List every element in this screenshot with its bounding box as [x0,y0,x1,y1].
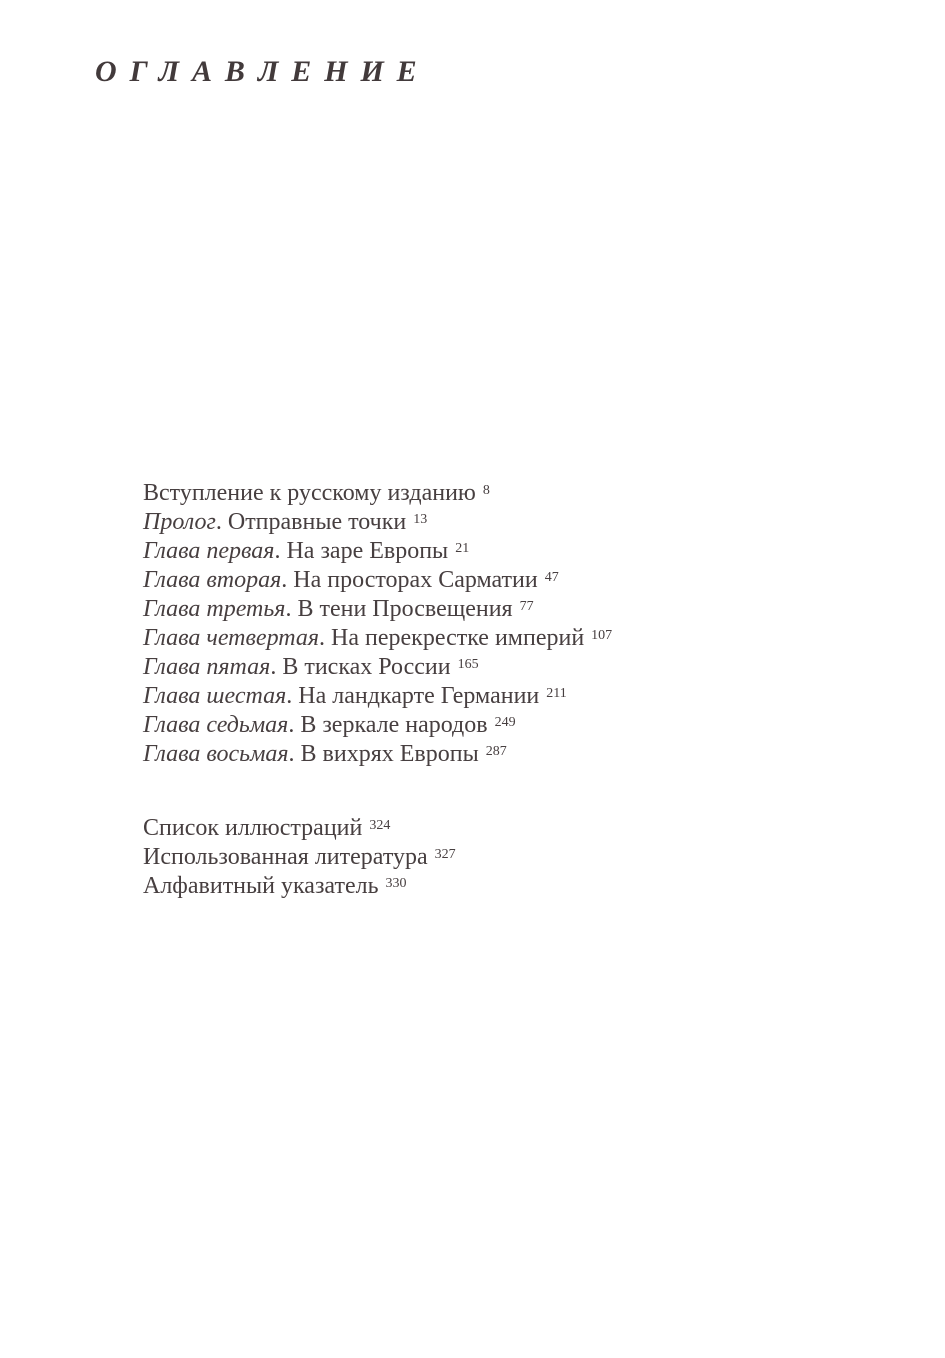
toc-entry-page-number: 330 [385,876,407,891]
toc-entry-title: Отправные точки [227,509,407,535]
toc-entry-page-number: 249 [494,715,516,730]
toc-entry-separator: . [288,741,301,767]
toc-entry-separator: . [286,683,299,709]
toc-entry-title: На просторах Сарматии [293,567,538,593]
page-title: ОГЛАВЛЕНИЕ [95,55,430,88]
toc-entry [143,595,612,624]
toc-entry-separator: . [319,625,332,651]
toc-entry-title: В зеркале народов [300,712,488,738]
toc-entry-page-number: 13 [413,512,428,527]
toc-entry-title: Список иллюстраций [143,815,363,841]
table-of-contents [143,479,612,901]
toc-entry-chapter-label: Глава первая [143,538,275,564]
toc-entry-title: В тени Просвещения [297,596,513,622]
toc-entry [143,566,612,595]
toc-entry [143,508,612,537]
toc-entry-page-number: 8 [482,483,490,498]
toc-chapter-list [143,479,612,769]
toc-entry-separator: . [285,596,298,622]
toc-entry-page-number: 21 [455,541,470,556]
toc-entry-separator: . [281,567,294,593]
toc-entry-chapter-label: Пролог [143,509,216,535]
toc-entry-title: Использованная литература [143,844,428,870]
toc-entry-title: Алфавитный указатель [143,873,379,899]
toc-entry-separator: . [270,654,283,680]
toc-entry-page-number: 165 [457,657,479,672]
toc-entry [143,624,612,653]
toc-entry [143,740,612,769]
toc-entry [143,653,612,682]
toc-entry-separator: . [274,538,287,564]
toc-entry-page-number: 107 [591,628,613,643]
toc-entry-chapter-label: Глава вторая [143,567,282,593]
toc-entry-title: В вихрях Европы [300,741,479,767]
toc-entry [143,537,612,566]
toc-entry-page-number: 327 [434,847,456,862]
toc-entry-page-number: 47 [544,570,559,585]
toc-entry [143,872,612,901]
toc-entry-title: На перекрестке империй [331,625,585,651]
toc-entry-title: На заре Европы [286,538,449,564]
toc-entry [143,711,612,740]
toc-entry-chapter-label: Глава третья [143,596,286,622]
toc-entry-title: На ландкарте Германии [298,683,540,709]
toc-appendix-list [143,814,612,901]
toc-entry-page-number: 77 [519,599,534,614]
toc-entry [143,843,612,872]
toc-entry-title: Вступление к русскому изданию [143,480,476,506]
toc-entry-separator: . [215,509,228,535]
toc-entry-page-number: 287 [485,744,507,759]
toc-entry-page-number: 211 [546,686,567,701]
toc-entry-chapter-label: Глава четвертая [143,625,320,651]
toc-entry-chapter-label: Глава шестая [143,683,287,709]
toc-entry-title: В тисках России [282,654,451,680]
toc-entry [143,479,612,508]
toc-entry-separator: . [288,712,301,738]
toc-entry [143,682,612,711]
toc-entry-chapter-label: Глава седьмая [143,712,289,738]
toc-entry-page-number: 324 [369,818,391,833]
toc-entry-chapter-label: Глава пятая [143,654,271,680]
toc-entry [143,814,612,843]
toc-entry-chapter-label: Глава восьмая [143,741,289,767]
